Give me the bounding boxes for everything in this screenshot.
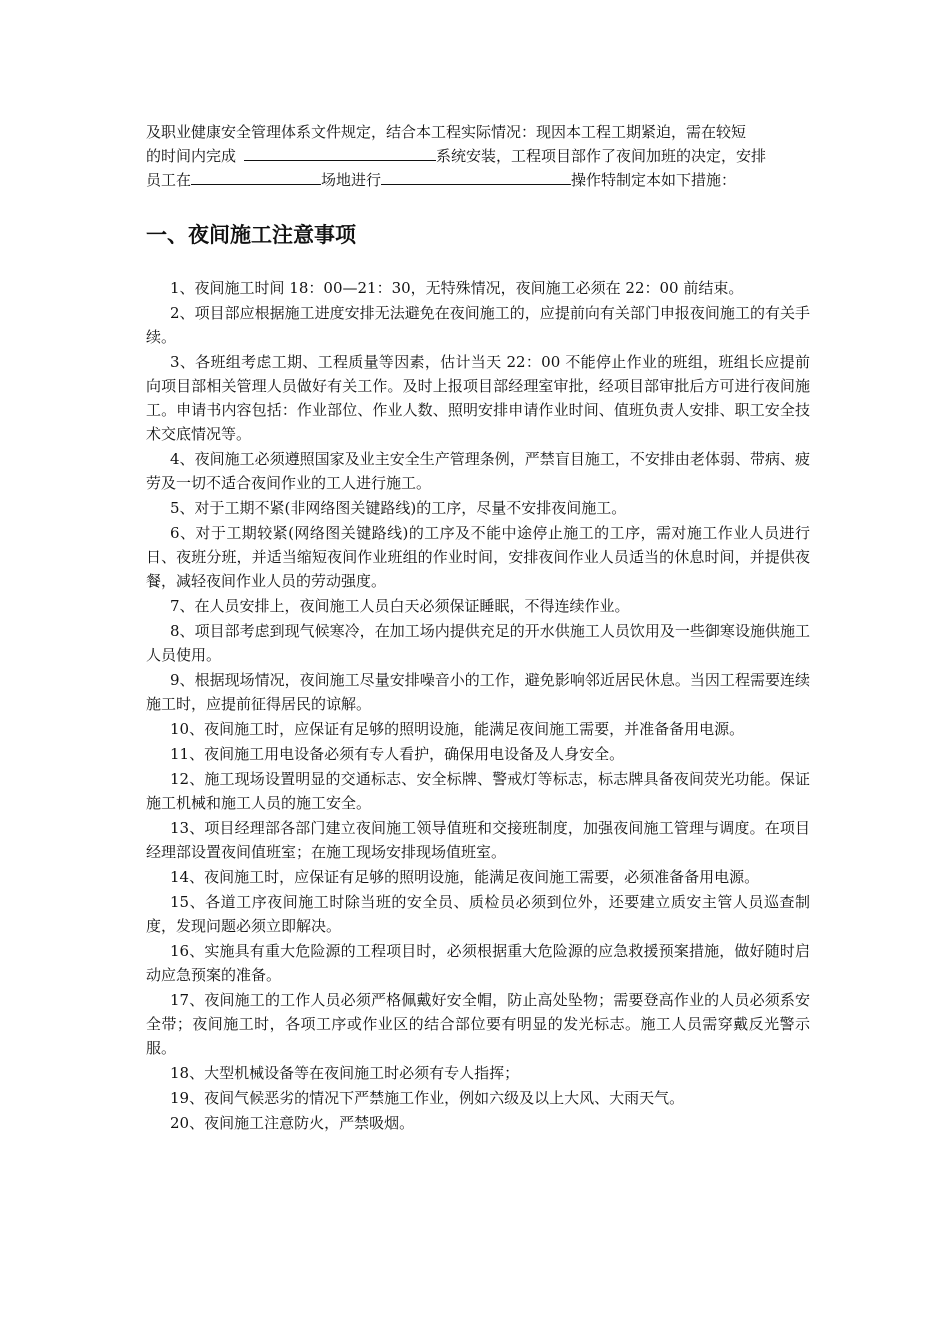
list-item: 2、项目部应根据施工进度安排无法避免在夜间施工的，应提前向有关部门申报夜间施工的有关手续。 (146, 304, 810, 346)
list-item: 13、项目经理部各部门建立夜间施工领导值班和交接班制度，加强夜间施工管理与调度。在项目经理部设置夜间值班室；在施工现场安排现场值班室。 (146, 819, 810, 861)
site-location-blank (191, 170, 321, 185)
system-name-blank (244, 146, 436, 161)
list-item: 8、项目部考虑到现气候寒冷，在加工场内提供充足的开水供施工人员饮用及一些御寒设施供施工人员使用。 (146, 622, 810, 664)
list-item: 3、各班组考虑工期、工程质量等因素，估计当天 22：00 不能停止作业的班组，班组长应提前向项目部相关管理人员做好有关工作。及时上报项目部经理室审批，经项目部审批后方可进行夜间施工。申请书内容包括：作业部位、作业人数、照明安排申请作业时间、值班负责人安排、职工安全技术交底情况等。 (146, 353, 810, 443)
list-item: 12、施工现场设置明显的交通标志、安全标牌、警戒灯等标志，标志牌具备夜间荧光功能。保证施工机械和施工人员的施工安全。 (146, 770, 810, 812)
intro-line-3-middle: 场地进行 (321, 171, 382, 189)
list-item: 10、夜间施工时，应保证有足够的照明设施，能满足夜间施工需要，并准备备用电源。 (170, 720, 745, 738)
list-item: 7、在人员安排上，夜间施工人员白天必须保证睡眠，不得连续作业。 (170, 597, 630, 615)
intro-line-2-start: 的时间内完成 (146, 147, 237, 165)
list-item: 18、大型机械设备等在夜间施工时必须有专人指挥； (170, 1064, 520, 1082)
intro-line-3-end: 操作特制定本如下措施： (571, 171, 737, 189)
intro-line-1: 及职业健康安全管理体系文件规定，结合本工程实际情况：现因本工程工期紧迫，需在较短 (146, 123, 747, 141)
list-item: 19、夜间气候恶劣的情况下严禁施工作业，例如六级及以上大风、大雨天气。 (170, 1089, 685, 1107)
intro-line-2-end: 系统安装，工程项目部作了夜间加班的决定，安排 (436, 147, 767, 165)
list-item: 4、夜间施工必须遵照国家及业主安全生产管理条例，严禁盲目施工，不安排由老体弱、带病、疲劳及一切不适合夜间作业的工人进行施工。 (146, 450, 810, 492)
precaution-list (146, 276, 810, 1135)
section-title: 一、夜间施工注意事项 (146, 223, 356, 247)
list-item: 5、对于工期不紧(非网络图关键路线)的工序，尽量不安排夜间施工。 (170, 499, 627, 517)
intro-line-3-start: 员工在 (146, 171, 192, 189)
list-item: 17、夜间施工的工作人员必须严格佩戴好安全帽，防止高处坠物；需要登高作业的人员必须系安全带；夜间施工时，各项工序或作业区的结合部位要有明显的发光标志。施工人员需穿戴反光警示服。 (146, 991, 810, 1057)
list-item: 14、夜间施工时，应保证有足够的照明设施，能满足夜间施工需要，必须准备备用电源。 (170, 868, 760, 886)
list-item: 11、夜间施工用电设备必须有专人看护，确保用电设备及人身安全。 (170, 745, 625, 763)
intro-paragraph (146, 120, 810, 192)
list-item: 15、各道工序夜间施工时除当班的安全员、质检员必须到位外，还要建立质安主管人员巡查制度，发现问题必须立即解决。 (146, 893, 810, 935)
list-item: 16、实施具有重大危险源的工程项目时，必须根据重大危险源的应急救援预案措施，做好随时启动应急预案的准备。 (146, 942, 810, 984)
operation-blank (381, 170, 571, 185)
list-item: 9、根据现场情况，夜间施工尽量安排噪音小的工作，避免影响邻近居民休息。当因工程需要连续施工时，应提前征得居民的谅解。 (146, 671, 810, 713)
list-item: 1、夜间施工时间 18：00—21：30，无特殊情况，夜间施工必须在 22：00 前结束。 (170, 279, 744, 297)
intro-line-3 (146, 168, 810, 192)
list-item: 6、对于工期较紧(网络图关键路线)的工序及不能中途停止施工的工序，需对施工作业人员进行日、夜班分班，并适当缩短夜间作业班组的作业时间，安排夜间作业人员适当的休息时间，并提供夜餐，减轻夜间作业人员的劳动强度。 (146, 524, 810, 590)
list-item: 20、夜间施工注意防火，严禁吸烟。 (170, 1114, 415, 1132)
document-page (146, 120, 810, 1136)
intro-line-2 (146, 144, 810, 168)
